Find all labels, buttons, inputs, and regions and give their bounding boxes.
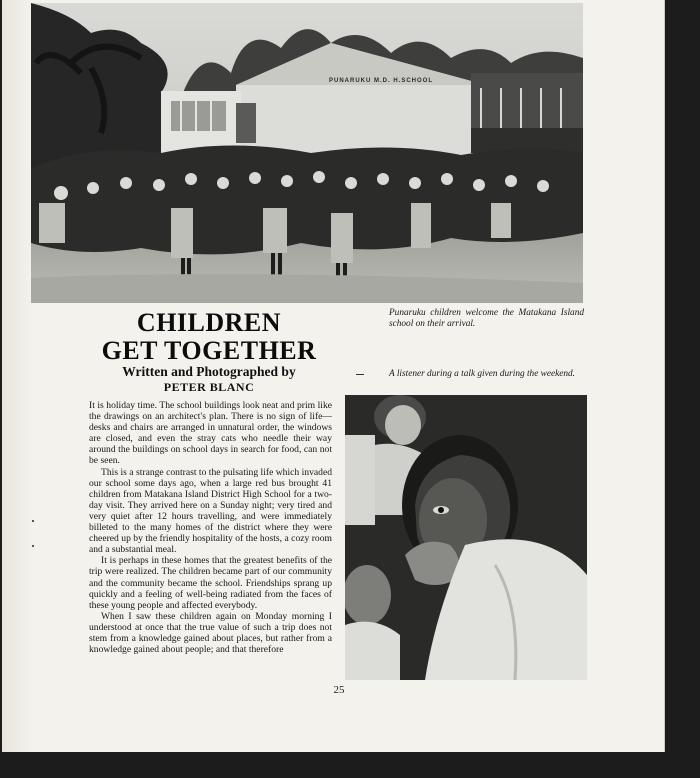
article-title — [64, 309, 354, 365]
margin-mark — [32, 520, 34, 522]
margin-mark — [32, 545, 34, 547]
magazine-page — [2, 0, 665, 752]
article-body — [89, 400, 332, 655]
byline-credit: Written and Photographed by — [122, 364, 296, 379]
article-paragraph: When I saw these children again on Monday morning I understood at once that the true value of such a trip does not stem from a knowledge gained about places, but rather from a knowledge gained about people; and that therefore — [89, 610, 332, 656]
photo-school-gathering — [31, 3, 583, 303]
byline — [64, 364, 354, 395]
caption-top-photo: Punaruku children welcome the Matakana Island school on their arrival. — [389, 308, 584, 329]
title-line-2: GET TOGETHER — [101, 336, 317, 365]
caption-dash — [356, 374, 364, 375]
photo-listener — [345, 395, 587, 680]
photo-listener-image — [345, 395, 587, 680]
article-paragraph: This is a strange contrast to the pulsating life which invaded our school some days ago, when a large red bus brought 41 children from Matakana Island District High School for a two-day visit. They arrived here on a Sunday night; very tired and very quiet after 12 hours travelling, and were immediately billeted to the many homes of the district where they were cheered up by the friendly hospitality of the hosts, a cozy room and a substantial meal. — [89, 466, 332, 556]
photo-school-gathering-image — [31, 3, 583, 303]
caption-bottom-photo: A listener during a talk given during the weekend. — [389, 369, 575, 379]
page-number: 25 — [333, 684, 345, 696]
article-paragraph: It is holiday time. The school buildings look neat and prim like the drawings on an architect's plan. There is no sign of life—desks and chairs are arranged in unnatural order, the windows are closed, and even the stray cats who needle their way around the buildings on school days in search for food, can not be seen. — [89, 400, 332, 467]
byline-author: PETER BLANC — [163, 380, 255, 394]
article-paragraph: It is perhaps in these homes that the greatest benefits of the trip were realized. The children became part of our community and the community became the school. Friendships sprang up quickly and a feeling of well-being radiated from the faces of these young people and affected everybody. — [89, 555, 332, 611]
school-sign: PUNARUKU M.D. H.SCHOOL — [329, 78, 433, 84]
title-line-1: CHILDREN — [136, 308, 282, 337]
page-binding-edge — [2, 0, 32, 752]
